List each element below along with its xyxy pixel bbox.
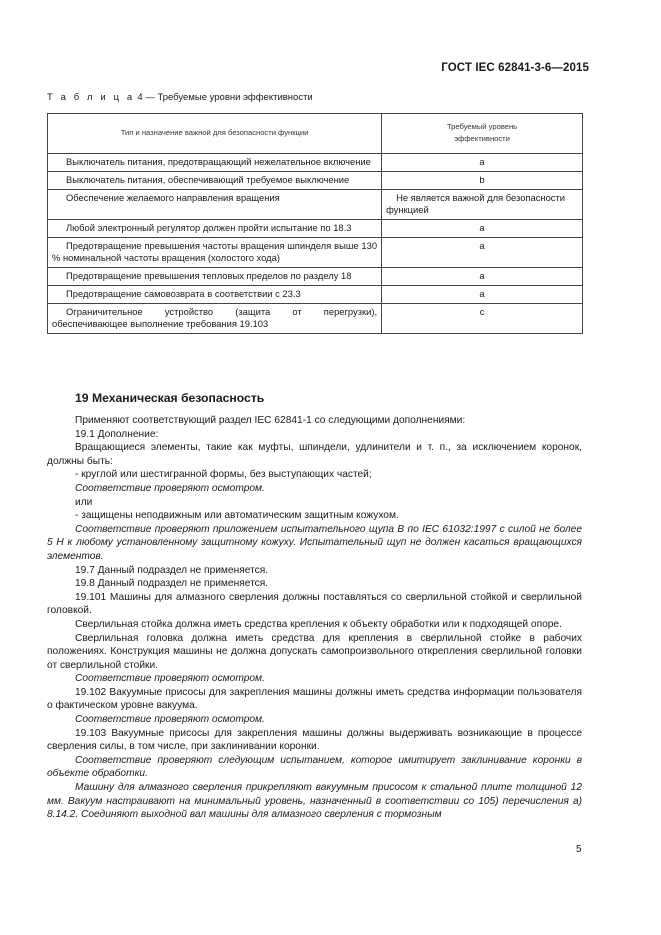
paragraph: 19.7 Данный подраздел не применяется. bbox=[75, 564, 269, 576]
function-cell: Ограничительное устройство (защита от перегрузки), обеспечивающее выполнение требования 19.103 bbox=[48, 304, 382, 334]
section-title: 19 Механическая безопасность bbox=[75, 391, 265, 405]
paragraph: 19.1 Дополнение: bbox=[75, 428, 159, 440]
function-cell: Обеспечение желаемого направления вращения bbox=[48, 190, 382, 220]
table-row bbox=[48, 154, 583, 172]
table-row bbox=[48, 172, 583, 190]
paragraph: Применяют соответствующий раздел IEC 62841-1 со следующими дополнениями: bbox=[75, 415, 466, 426]
table-row bbox=[48, 304, 583, 334]
table-row bbox=[48, 220, 583, 238]
paragraph: 19.102 Вакуумные присосы для закрепления машины должны иметь средства информации пользователя о фактическом уровне вакуума. bbox=[47, 686, 582, 712]
paragraph: - круглой или шестигранной формы, без выступающих частей; bbox=[75, 469, 372, 481]
col2-header-line1: Требуемый уровень bbox=[446, 122, 518, 131]
paragraph-test: Машину для алмазного сверления прикрепляют вакуумным присосом к стальной плите толщиной 12 мм. Вакуум настраивают на минимальный уровень, назначенный в соответствии со 105) перечисления а) 8.14.2. Соединяют выходной вал машины для алмазного сверления с тормозным bbox=[47, 782, 582, 821]
level-cell: a bbox=[382, 154, 583, 172]
function-cell: Любой электронный регулятор должен пройти испытание по 18.3 bbox=[48, 220, 382, 238]
col1-header: Тип и назначение важной для безопасности функции bbox=[48, 114, 382, 154]
level-cell: a bbox=[382, 268, 583, 286]
level-cell: b bbox=[382, 172, 583, 190]
table-caption-prefix: Т а б л и ц а bbox=[47, 92, 135, 103]
function-cell: Выключатель питания, предотвращающий нежелательное включение bbox=[48, 154, 382, 172]
level-cell: a bbox=[382, 220, 583, 238]
paragraph: Вращающиеся элементы, такие как муфты, шпиндели, удлинители и т. п., за исключением коронок, должны быть: bbox=[47, 442, 582, 467]
paragraph: Сверлильная стойка должна иметь средства крепления к объекту обработки или к подходящей опоре. bbox=[75, 618, 562, 630]
table-header-row bbox=[48, 114, 583, 154]
paragraph: 19.101 Машины для алмазного сверления должны поставляться со сверлильной стойкой и сверлильной головкой. bbox=[47, 591, 582, 617]
paragraph-compliance: Соответствие проверяют осмотром. bbox=[75, 482, 265, 494]
page-number: 5 bbox=[576, 844, 582, 855]
table-row bbox=[48, 190, 583, 220]
function-cell: Предотвращение превышения тепловых пределов по разделу 18 bbox=[48, 268, 382, 286]
section-body bbox=[47, 414, 582, 822]
function-cell: Выключатель питания, обеспечивающий требуемое выключение bbox=[48, 172, 382, 190]
paragraph: Сверлильная головка должна иметь средства для крепления в сверлильной стойке в рабочих положениях. Конструкция машины не должна допускать самопроизвольного открепления сверлильной головки от сверлильной стойки. bbox=[47, 632, 582, 671]
paragraph-compliance: Соответствие проверяют осмотром. bbox=[75, 673, 265, 685]
function-cell: Предотвращение превышения частоты вращения шпинделя выше 130 % номинальной частоты вращения (холостого хода) bbox=[48, 238, 382, 268]
function-cell: Предотвращение самовозврата в соответствии с 23.3 bbox=[48, 286, 382, 304]
paragraph: 19.8 Данный подраздел не применяется. bbox=[75, 578, 269, 590]
level-cell: Не является важной для безопасности функцией bbox=[382, 190, 583, 220]
paragraph-compliance: Соответствие проверяют приложением испытательного щупа В по IEC 61032:1997 с силой не более 5 Н к любому установленному защитному кожуху. Испытательный щуп не должен касаться вращающихся элементов. bbox=[47, 523, 582, 562]
col2-header-line2: эффективности bbox=[454, 134, 510, 143]
paragraph: 19.103 Вакуумные присосы для закрепления машины должны выдерживать возникающие в процессе сверления силы, в том числе, при заклинивании коронки. bbox=[47, 727, 582, 753]
table-row bbox=[48, 238, 583, 268]
table-caption-text: 4 — Требуемые уровни эффективности bbox=[137, 92, 313, 103]
table-caption bbox=[47, 92, 313, 103]
level-cell: a bbox=[382, 238, 583, 268]
level-cell: c bbox=[382, 304, 583, 334]
paragraph-compliance: Соответствие проверяют следующим испытанием, которое имитирует заклинивание коронки в объекте обработки. bbox=[47, 754, 582, 780]
paragraph: или bbox=[75, 496, 93, 508]
table-row bbox=[48, 268, 583, 286]
table-row bbox=[48, 286, 583, 304]
paragraph: - защищены неподвижным или автоматическим защитным кожухом. bbox=[75, 510, 399, 522]
standard-code: ГОСТ IEC 62841-3-6—2015 bbox=[441, 62, 589, 74]
efficiency-levels-table bbox=[47, 113, 583, 334]
col2-header bbox=[382, 114, 583, 154]
level-cell: a bbox=[382, 286, 583, 304]
paragraph-compliance: Соответствие проверяют осмотром. bbox=[75, 714, 265, 726]
